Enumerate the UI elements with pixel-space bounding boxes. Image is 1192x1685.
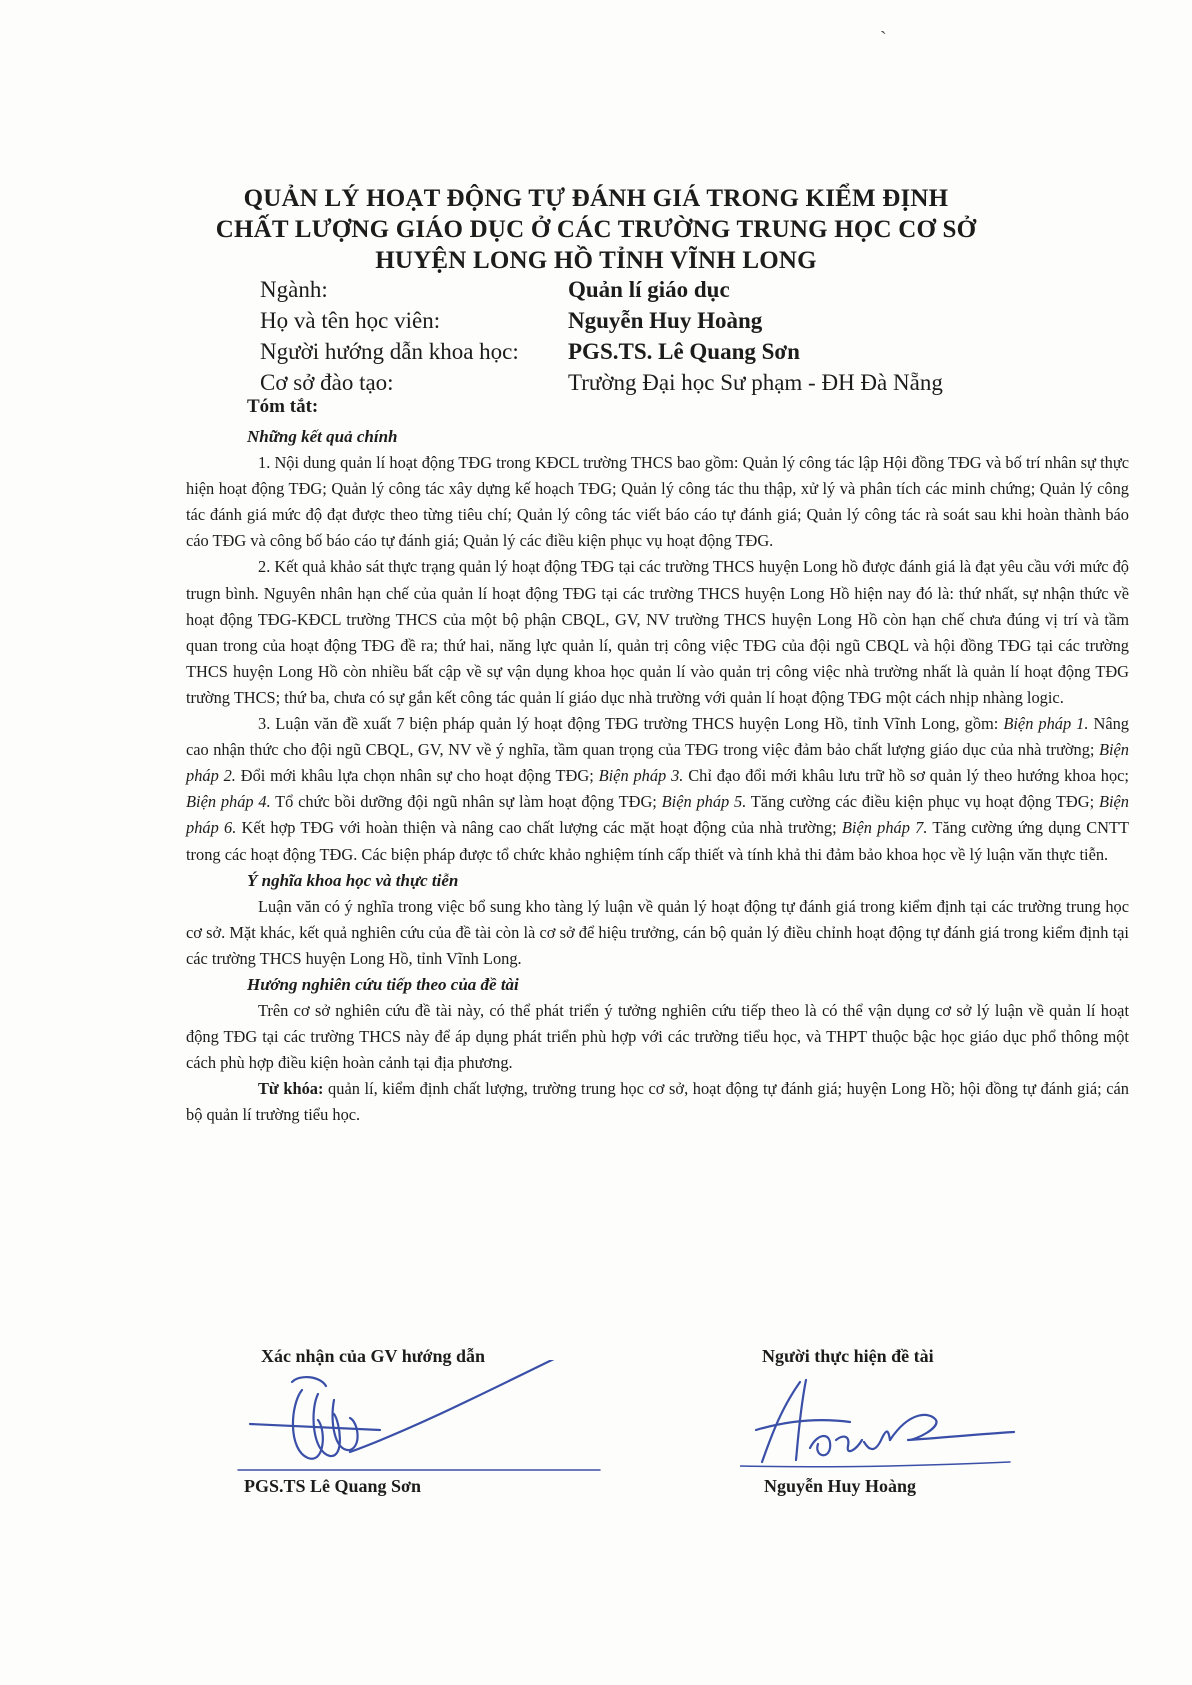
title-line-3: HUYỆN LONG HỒ TỈNH VĨNH LONG bbox=[375, 247, 817, 274]
paragraph-4: Luận văn có ý nghĩa trong việc bổ sung kho tàng lý luận về quản lý hoạt động tự đánh giá trong kiểm định tại các trường trung học cơ sở. Mặt khác, kết quả nghiên cứu của đề tài còn là cơ sở để hiệu trưởng, cán bộ quản lý điều chỉnh hoạt động tự đánh giá trong kiểm định tại các trường THCS huyện Long Hồ, tỉnh Vĩnh Long. bbox=[186, 896, 1129, 968]
meta-row-institution bbox=[260, 367, 943, 398]
bp7-text: Tăng cường ứng dụng CNTT trong các hoạt động TĐG. Các biện pháp được tổ chức khảo nghiệm tính cấp thiết và tính khả thi đảm bảo khoa học về lý luận văn thực tiễn. bbox=[186, 818, 1129, 864]
advisor-name: PGS.TS Lê Quang Sơn bbox=[244, 1476, 422, 1496]
future-research-heading: Hướng nghiên cứu tiếp theo của đề tài bbox=[247, 974, 519, 994]
advisor-value: PGS.TS. Lê Quang Sơn bbox=[568, 339, 800, 364]
title-line-2: CHẤT LƯỢNG GIÁO DỤC Ở CÁC TRƯỜNG TRUNG HỌC CƠ SỞ bbox=[215, 216, 977, 243]
advisor-confirmation-title: Xác nhận của GV hướng dẫn bbox=[261, 1346, 486, 1366]
keywords-label: Từ khóa: bbox=[258, 1079, 324, 1099]
bp4-text: Tổ chức bồi dưỡng đội ngũ nhân sự làm hoạt động TĐG; bbox=[270, 792, 662, 812]
major-label: Ngành: bbox=[260, 277, 328, 302]
main-results-heading: Những kết quả chính bbox=[247, 427, 398, 446]
advisor-signature bbox=[230, 1360, 610, 1485]
thesis-title bbox=[150, 183, 1042, 276]
institution-value: Trường Đại học Sư phạm - ĐH Đà Nẵng bbox=[568, 370, 943, 395]
paragraph-2: 2. Kết quả khảo sát thực trạng quản lý hoạt động TĐG tại các trường THCS huyện Long hồ được đánh giá là đạt yêu cầu với mức độ trugn bình. Nguyên nhân hạn chế của quản lí hoạt động TĐG tại các trường THCS huyện Long Hồ hiện nay đó là: thứ nhất, sự nhận thức về hoạt động TĐG-KĐCL trường THCS của một bộ phận CBQL, GV, NV trường THCS huyện Long Hồ còn hạn chế chưa đúng vị trí và tầm quan trong của hoạt động TĐG đề ra; thứ hai, năng lực quản lí, quản trị công việc TĐG của đội ngũ CBQL và hội đồng TĐG tại các trường THCS huyện Long Hồ còn nhiều bất cập về sự vận dụng khoa học quản lí vào quản trị công việc nhà trường nhất là quản lí hoạt động TĐG trường THCS; thứ ba, chưa có sự gắn kết công tác quản lí giáo dục nhà trường với quản lí hoạt động TĐG một cách nhịp nhàng logic. bbox=[186, 557, 1129, 707]
meta-row-advisor bbox=[260, 336, 943, 367]
author-signature bbox=[740, 1370, 1030, 1480]
bp1-label: Biện pháp 1. bbox=[1003, 714, 1089, 734]
bp6-text: Kết hợp TĐG với hoàn thiện và nâng cao chất lượng các mặt hoạt động của nhà trường; bbox=[236, 818, 842, 838]
bp6-label: Biện pháp 6. bbox=[186, 792, 1129, 838]
paragraph-1: 1. Nội dung quản lí hoạt động TĐG trong KĐCL trường THCS bao gồm: Quản lý công tác lập Hội đồng TĐG và bố trí nhân sự thực hiện hoạt động TĐG; Quản lý công tác xây dựng kế hoạch TĐG; Quản lý công tác thu thập, xử lý và phân tích các minh chứng; Quản lý công tác đánh giá mức độ đạt được theo từng tiêu chí; Quản lý công tác viết báo cáo tự đánh giá; Quản lý công tác rà soát sau khi hoàn thành báo cáo TĐG và công bố báo cáo tự đánh giá; Quản lý các điều kiện phục vụ hoạt động TĐG. bbox=[186, 453, 1129, 551]
keywords-paragraph bbox=[186, 1076, 1129, 1128]
scan-mark: ˋ bbox=[880, 28, 887, 50]
thesis-meta bbox=[260, 274, 943, 398]
paragraph-5: Trên cơ sở nghiên cứu đề tài này, có thể phát triển ý tưởng nghiên cứu tiếp theo là có thể vận dụng cơ sở lý luận về quản lí hoạt động TĐG tại các trường THCS này để áp dụng phát triển phù hợp với các trường tiểu học, và THPT thuộc bậc học giáo dục phổ thông một cách phù hợp điều kiện hoàn cảnh tại địa phương. bbox=[186, 1001, 1129, 1073]
summary-heading: Tóm tắt: bbox=[247, 396, 319, 417]
summary-body bbox=[186, 424, 1129, 1129]
major-value: Quản lí giáo dục bbox=[568, 277, 730, 302]
bp3-label: Biện pháp 3. bbox=[598, 766, 684, 786]
p3-intro: 3. Luận văn đề xuất 7 biện pháp quản lý hoạt động TĐG trường THCS huyện Long Hồ, tỉnh Vĩnh Long, gồm: bbox=[258, 714, 1004, 734]
meta-row-major bbox=[260, 274, 943, 305]
bp1-text: Nâng cao nhận thức cho đội ngũ CBQL, GV, NV về ý nghĩa, tầm quan trọng của TĐG trong việc đảm bảo chất lượng giáo dục của nhà trường; bbox=[186, 714, 1129, 760]
keywords-text: quản lí, kiểm định chất lượng, trường trung học cơ sở, hoạt động tự đánh giá; huyện Long Hồ; hội đồng tự đánh giá; cán bộ quản lí trường tiểu học. bbox=[186, 1079, 1129, 1125]
meta-row-student bbox=[260, 305, 943, 336]
author-name: Nguyễn Huy Hoàng bbox=[764, 1476, 917, 1496]
significance-heading: Ý nghĩa khoa học và thực tiễn bbox=[247, 870, 459, 890]
title-line-1: QUẢN LÝ HOẠT ĐỘNG TỰ ĐÁNH GIÁ TRONG KIỂM ĐỊNH bbox=[243, 185, 949, 212]
author-title: Người thực hiện đề tài bbox=[762, 1346, 934, 1366]
student-value: Nguyễn Huy Hoàng bbox=[568, 308, 763, 333]
bp2-label: Biện pháp 2. bbox=[186, 740, 1129, 786]
bp5-text: Tăng cường các điều kiện phục vụ hoạt động TĐG; bbox=[746, 792, 1099, 812]
paragraph-3 bbox=[186, 711, 1129, 868]
bp7-label: Biện pháp 7. bbox=[841, 818, 928, 838]
advisor-label: Người hướng dẫn khoa học: bbox=[260, 339, 519, 364]
institution-label: Cơ sở đào tạo: bbox=[260, 370, 394, 395]
bp4-label: Biện pháp 4. bbox=[186, 792, 271, 812]
student-label: Họ và tên học viên: bbox=[260, 308, 441, 333]
bp2-text: Đổi mới khâu lựa chọn nhân sự cho hoạt động TĐG; bbox=[235, 766, 599, 786]
bp5-label: Biện pháp 5. bbox=[661, 792, 747, 812]
bp3-text: Chỉ đạo đổi mới khâu lưu trữ hồ sơ quản lý theo hướng khoa học; bbox=[683, 766, 1129, 786]
